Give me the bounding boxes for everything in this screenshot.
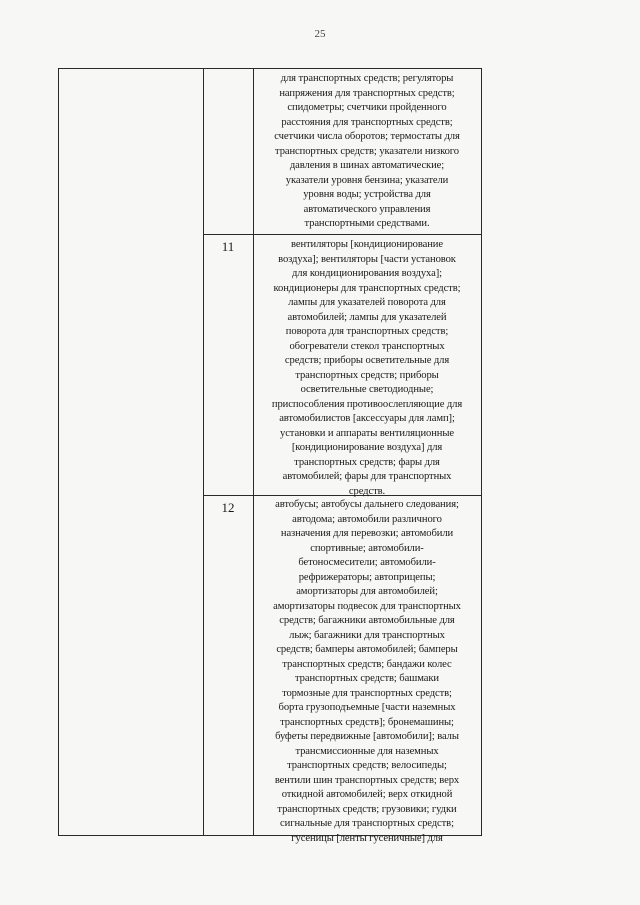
goods-list: вентиляторы [кондиционирование воздуха]; вентиляторы [части установок для кондиционирования воздуха]; кондиционеры для транспортных средств; лампы для указателей поворота для автомобилей; лампы для указателей поворота для транспортных средств; обогреватели стекол транспортных средств; приборы осветительные для транспортных средств; приборы осветительные светодиодные; приспособления противоослепляющие для автомобилистов [аксессуары для ламп]; установки и аппараты вентиляционные [кондиционирование воздуха] для транспортных средств; фары для автомобилей; фары для транспортных средств. [271,239,463,497]
table-column-divider-1 [203,68,204,836]
goods-list: для транспортных средств; регуляторы напряжения для транспортных средств; спидометры; счетчики пройденного расстояния для транспортных средств; счетчики числа оборотов; термостаты для транспортных средств; указатели низкого давления в шинах автоматические; указатели уровня бензина; указатели уровня воды; устройства для автоматического управления транспортными средствами. [274,73,460,229]
row-separator-1 [203,234,482,235]
table-column-divider-2 [253,68,254,836]
class-number: 12 [221,500,235,515]
class-number: 11 [221,239,235,254]
table-right-border [481,68,482,836]
table-top-border [58,68,482,69]
table-left-border [58,68,59,836]
goods-list: автобусы; автобусы дальнего следования; автодома; автомобили различного назначения для перевозки; автомобили спортивные; автомобили- бетоносмесители; автомобили- рефрижераторы; автоприцепы; амортизаторы для автомобилей; амортизаторы подвесок для транспортных средств; багажники автомобильные для лыж; багажники для транспортных средств; бамперы автомобилей; бамперы транспортных средств; бандажи колес транспортных средств; башмаки тормозные для транспортных средств; борта грузоподъемные [части наземных транспортных средств]; бронемашины; буфеты передвижные [автомобили]; валы трансмиссионные для наземных транспортных средств; велосипеды; вентили шин транспортных средств; верх откидной автомобилей; верх откидной транспортных средств; грузовики; гудки сигнальные для транспортных средств; гусеницы [ленты гусеничные] для [273,499,461,844]
page-number: 25 [314,28,326,40]
